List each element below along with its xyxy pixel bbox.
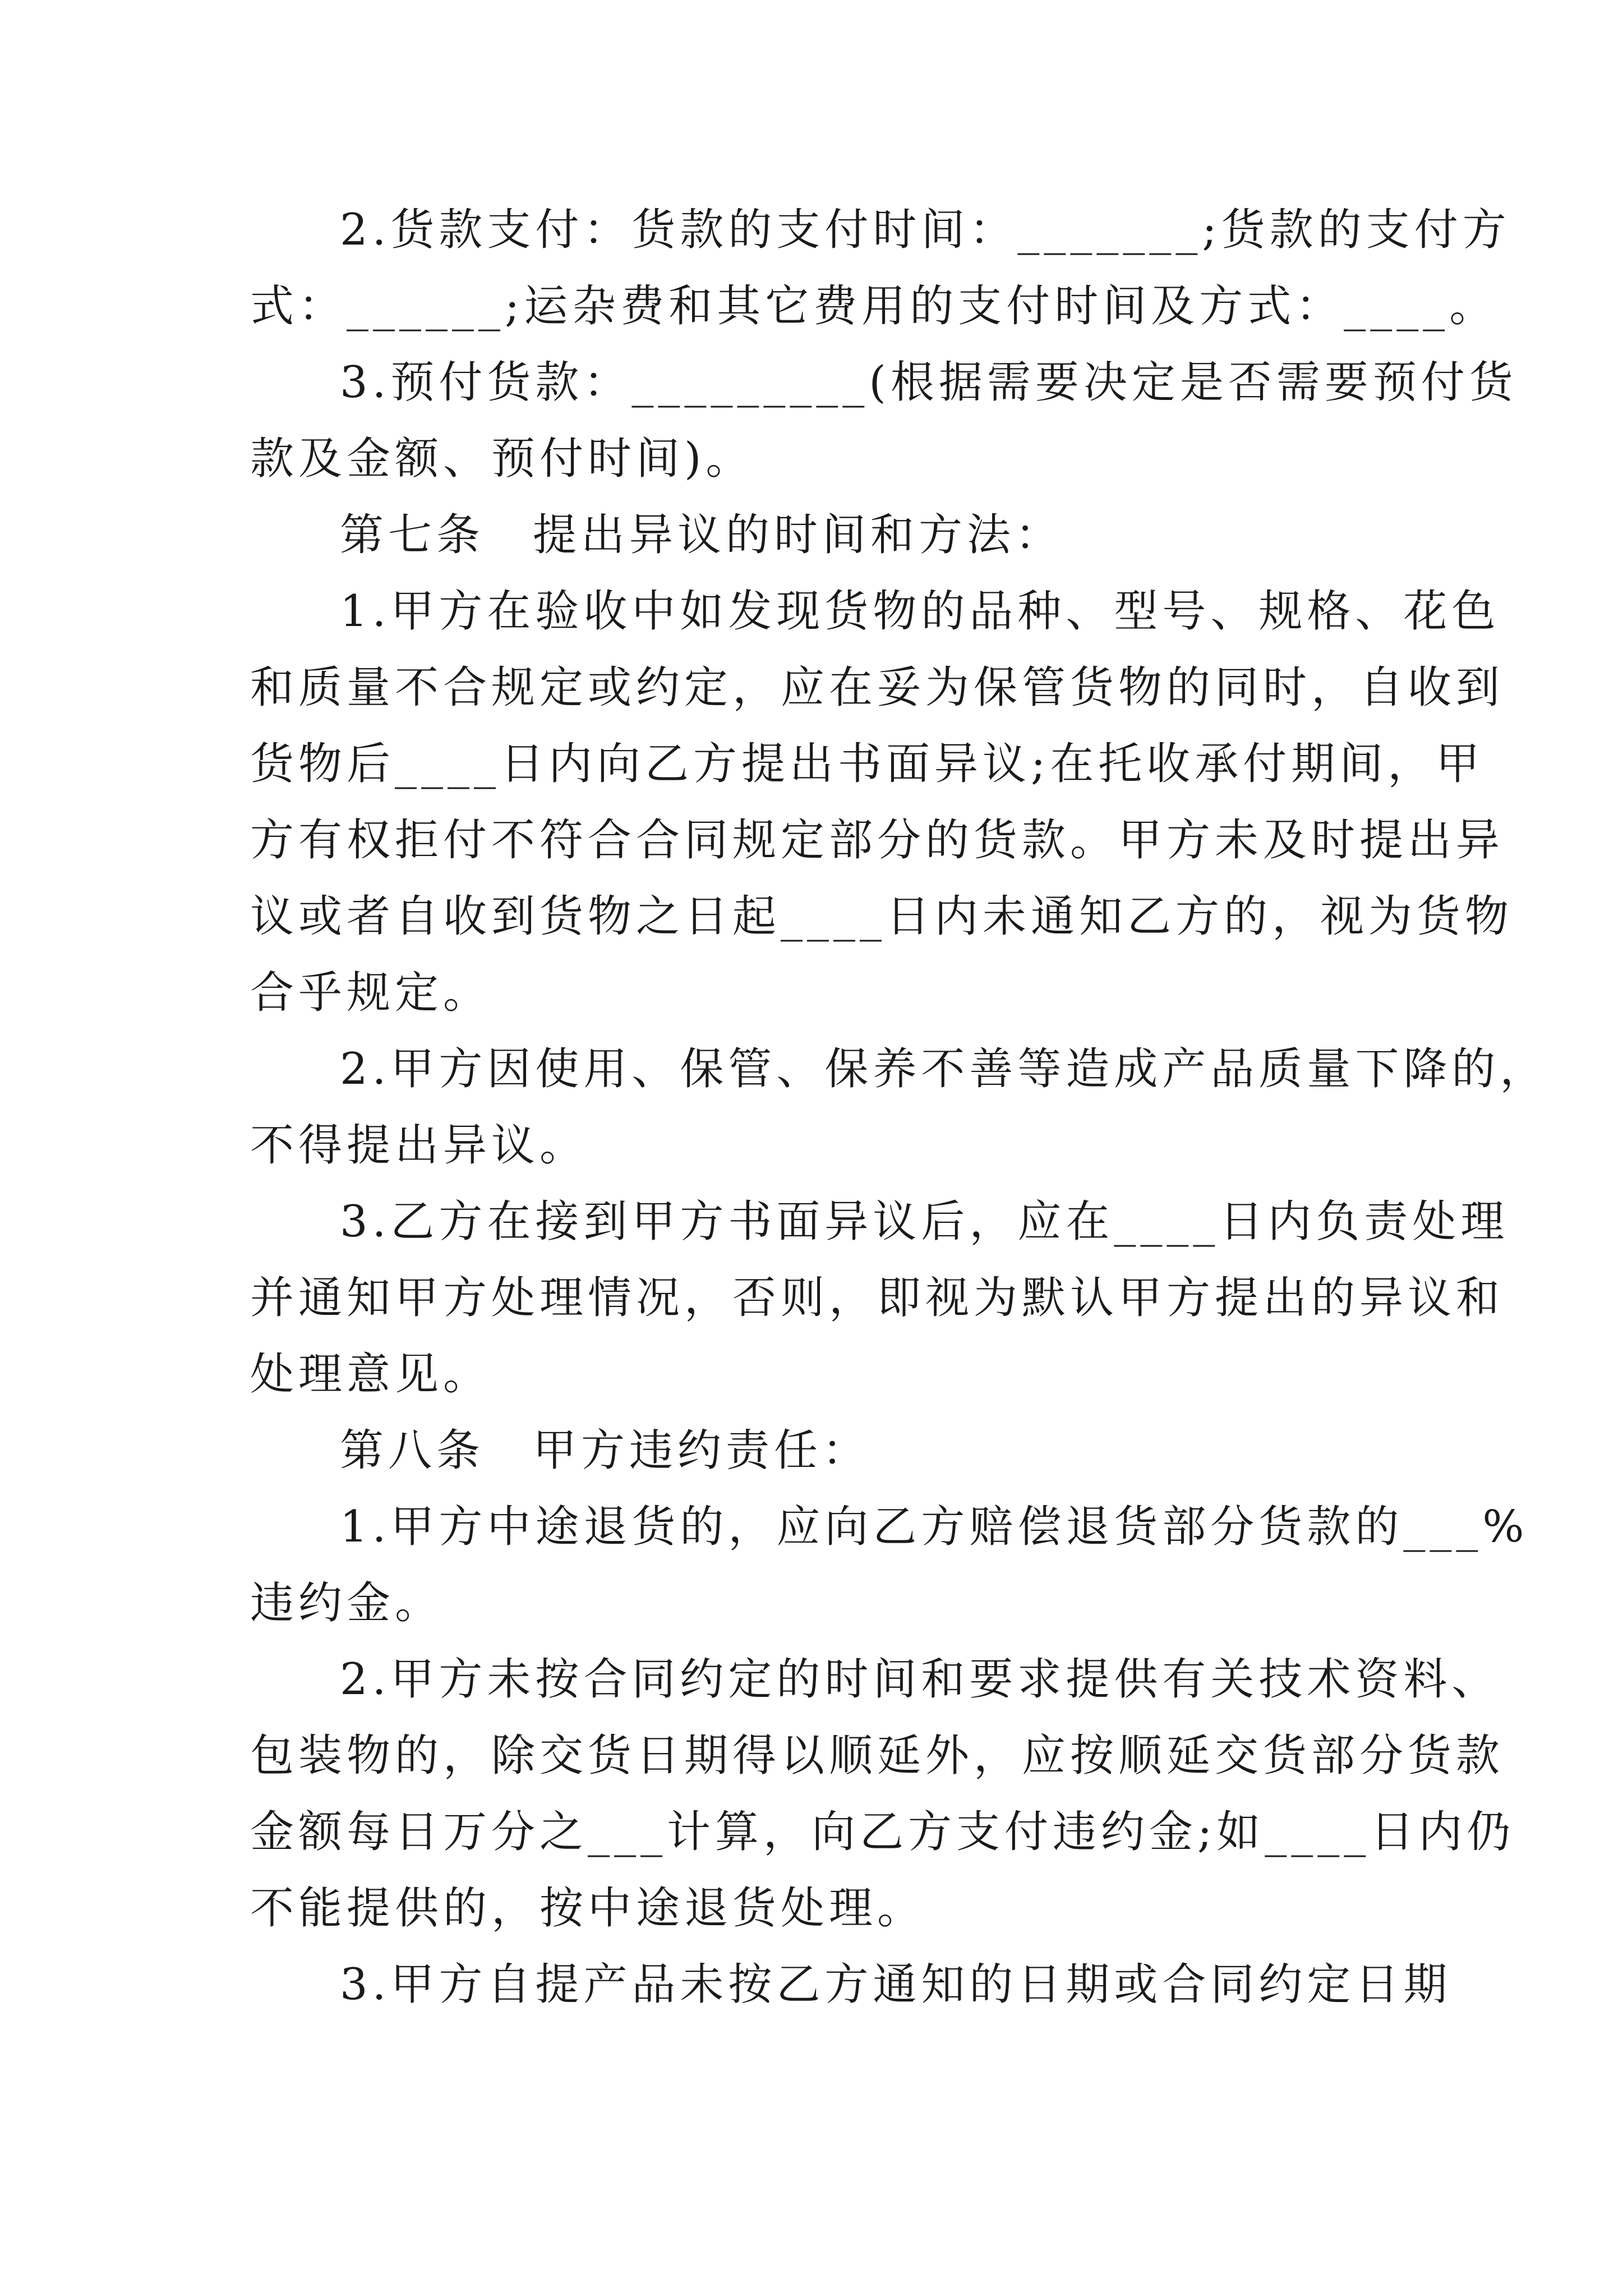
- text-line: 合乎规定。: [250, 968, 492, 1018]
- text-line: 式：______;运杂费和其它费用的支付时间及方式：____。: [250, 281, 1498, 332]
- text-line: 3.乙方在接到甲方书面异议后，应在____日内负责处理: [340, 1197, 1509, 1247]
- text-line: 和质量不合规定或约定，应在妥为保管货物的同时，自收到: [250, 662, 1505, 713]
- section-heading-8: 第八条 甲方违约责任：: [340, 1425, 871, 1476]
- text-line: 方有权拒付不符合合同规定部分的货款。甲方未及时提出异: [250, 815, 1505, 866]
- text-line: 2.甲方未按合同约定的时间和要求提供有关技术资料、: [340, 1654, 1500, 1705]
- text-line: 不得提出异议。: [250, 1120, 588, 1171]
- text-line: 2.货款支付：货款的支付时间：_______;货款的支付方: [340, 205, 1511, 255]
- text-line: 1.甲方在验收中如发现货物的品种、型号、规格、花色: [340, 586, 1500, 637]
- text-line: 不能提供的，按中途退货处理。: [250, 1883, 926, 1934]
- text-line: 金额每日万分之___计算，向乙方支付违约金;如____日内仍: [250, 1807, 1515, 1857]
- section-heading-7: 第七条 提出异议的时间和方法：: [340, 510, 1064, 560]
- text-line: 3.预付货款：_________(根据需要决定是否需要预付货: [340, 357, 1518, 408]
- text-line: 2.甲方因使用、保管、保养不善等造成产品质量下降的，: [340, 1044, 1548, 1094]
- text-line: 货物后____日内向乙方提出书面异议;在托收承付期间，甲: [250, 739, 1484, 789]
- text-line: 3.甲方自提产品未按乙方通知的日期或合同约定日期: [340, 1959, 1452, 2010]
- text-line: 款及金额、预付时间)。: [250, 434, 754, 484]
- text-line: 包装物的，除交货日期得以顺延外，应按顺延交货部分货款: [250, 1731, 1505, 1781]
- text-line: 议或者自收到货物之日起____日内未通知乙方的，视为货物: [250, 891, 1514, 942]
- text-line: 违约金。: [250, 1578, 444, 1628]
- text-line: 并通知甲方处理情况，否则，即视为默认甲方提出的异议和: [250, 1273, 1505, 1323]
- text-line: 处理意见。: [250, 1349, 492, 1400]
- text-line: 1.甲方中途退货的，应向乙方赔偿退货部分货款的___%: [340, 1502, 1529, 1552]
